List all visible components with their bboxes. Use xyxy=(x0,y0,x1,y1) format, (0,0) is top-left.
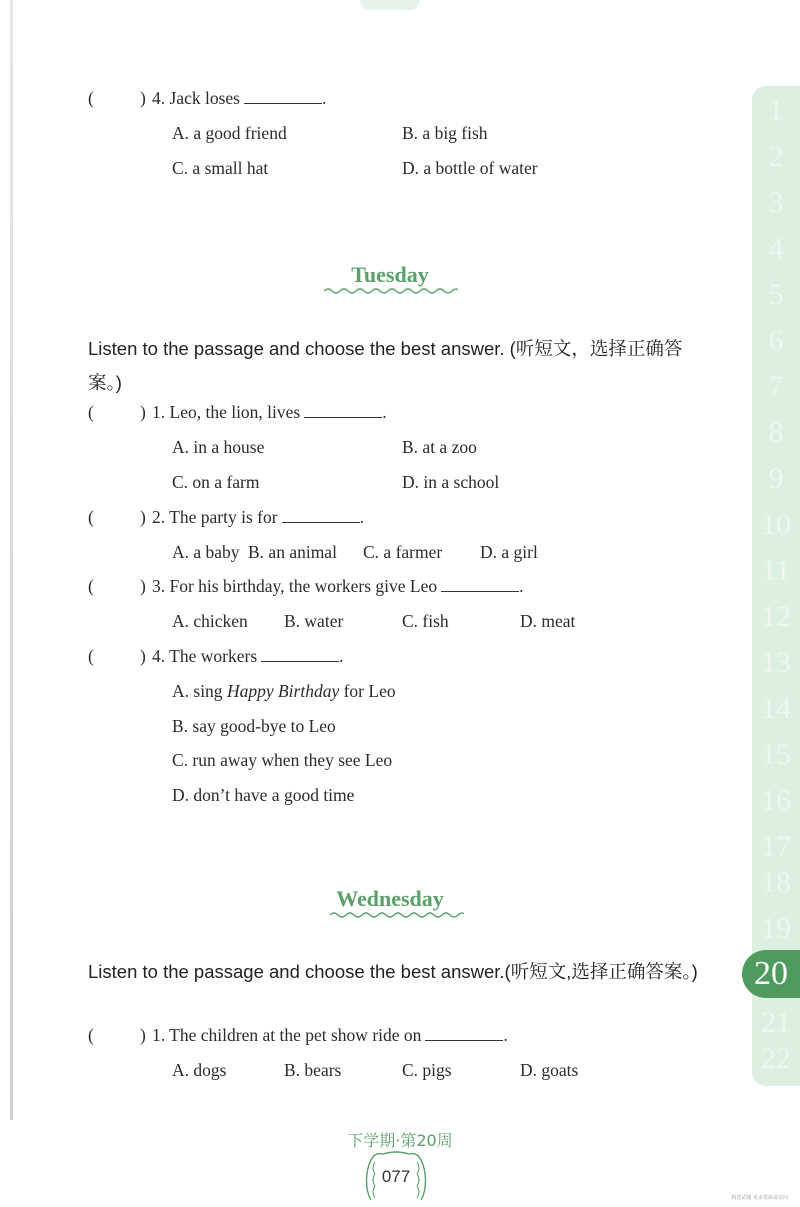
option: D. meat xyxy=(520,611,576,631)
option: A. dogs xyxy=(172,1060,227,1080)
question-top-4 xyxy=(152,88,326,109)
answer-blank[interactable] xyxy=(282,508,360,523)
option: B. water xyxy=(284,611,344,631)
question-text: 4. The workers xyxy=(152,646,258,666)
answer-paren-close: ) xyxy=(140,576,146,596)
option-prefix: A. sing xyxy=(172,681,227,701)
question-end: . xyxy=(321,88,327,108)
week-tab[interactable]: 13 xyxy=(761,646,791,679)
option: D. a bottle of water xyxy=(402,158,538,178)
question-end: . xyxy=(339,646,344,666)
week-tab[interactable]: 15 xyxy=(761,738,791,771)
wavy-underline-icon xyxy=(324,287,458,295)
option: C. on a farm xyxy=(172,472,260,492)
answer-blank[interactable] xyxy=(261,647,339,662)
week-tab[interactable]: 22 xyxy=(761,1042,791,1075)
answer-paren-close: ) xyxy=(140,507,146,527)
answer-paren-open: ( xyxy=(88,1025,94,1045)
question-wed-1 xyxy=(152,1025,508,1046)
section-heading-tuesday: Tuesday xyxy=(351,262,429,287)
answer-paren-open: ( xyxy=(88,402,94,422)
option: A. a baby xyxy=(172,542,240,562)
option: B. at a zoo xyxy=(402,437,477,457)
week-tab[interactable]: 14 xyxy=(761,692,791,725)
week-tab[interactable]: 17 xyxy=(761,830,791,863)
week-tab[interactable]: 2 xyxy=(768,140,784,173)
page-number: 077 xyxy=(381,1167,411,1186)
week-tab[interactable]: 21 xyxy=(761,1006,791,1039)
option: D. don’t have a good time xyxy=(172,785,355,805)
wavy-underline-icon xyxy=(330,911,464,919)
option: B. say good-bye to Leo xyxy=(172,716,336,736)
week-tab[interactable]: 9 xyxy=(768,462,784,495)
week-tab[interactable]: 1 xyxy=(768,94,784,127)
answer-blank[interactable] xyxy=(244,89,322,104)
answer-paren-close: ) xyxy=(140,88,146,108)
answer-blank[interactable] xyxy=(441,577,519,592)
week-tab[interactable]: 16 xyxy=(761,784,791,817)
option: B. bears xyxy=(284,1060,342,1080)
question-end: . xyxy=(519,576,524,596)
question-tue-1 xyxy=(152,402,387,423)
option-suffix: for Leo xyxy=(339,681,396,701)
week-tab[interactable]: 3 xyxy=(768,186,784,219)
answer-paren-open: ( xyxy=(88,88,94,108)
option: A. chicken xyxy=(172,611,248,631)
week-tab[interactable]: 8 xyxy=(768,416,784,449)
option: D. in a school xyxy=(402,472,500,492)
question-end: . xyxy=(503,1025,508,1045)
answer-paren-open: ( xyxy=(88,646,94,666)
question-text: 4. Jack loses xyxy=(152,88,240,108)
section-heading-wednesday: Wednesday xyxy=(336,886,444,911)
week-tab[interactable]: 10 xyxy=(761,508,791,541)
answer-paren-close: ) xyxy=(140,1025,146,1045)
option: C. a small hat xyxy=(172,158,269,178)
question-tue-4 xyxy=(152,646,344,667)
option: B. a big fish xyxy=(402,123,488,143)
week-tab[interactable]: 18 xyxy=(761,866,791,899)
option: A. in a house xyxy=(172,437,265,457)
option: C. run away when they see Leo xyxy=(172,750,393,770)
answer-paren-open: ( xyxy=(88,507,94,527)
question-end: . xyxy=(382,402,387,422)
week-tab[interactable]: 11 xyxy=(761,554,791,587)
week-tab-active[interactable]: 20 xyxy=(742,950,800,998)
question-text: 3. For his birthday, the workers give Leo xyxy=(152,576,438,596)
answer-paren-close: ) xyxy=(140,402,146,422)
question-tue-2 xyxy=(152,507,364,528)
song-title: Happy Birthday xyxy=(226,681,340,701)
week-tab[interactable]: 19 xyxy=(761,912,791,945)
week-tab[interactable]: 12 xyxy=(761,600,791,633)
corner-note: 精选试题 更多资源请访问 xyxy=(731,1195,788,1201)
week-tab[interactable]: 6 xyxy=(768,324,784,357)
question-end: . xyxy=(359,507,364,527)
question-text: 1. Leo, the lion, lives xyxy=(152,402,301,422)
question-tue-3 xyxy=(152,576,524,597)
week-tab[interactable]: 7 xyxy=(768,370,784,403)
instruction-tuesday: Listen to the passage and choose the best answer. (听短文，选择正确答案。) xyxy=(88,338,683,393)
answer-paren-open: ( xyxy=(88,576,94,596)
answer-paren-close: ) xyxy=(140,646,146,666)
answer-blank[interactable] xyxy=(425,1026,503,1041)
option: B. an animal xyxy=(248,542,337,562)
question-text: 2. The party is for xyxy=(152,507,278,527)
instruction-wednesday: Listen to the passage and choose the best answer.(听短文,选择正确答案。) xyxy=(88,961,698,982)
question-text: 1. The children at the pet show ride on xyxy=(152,1025,422,1045)
option: A. a good friend xyxy=(172,123,287,143)
footer-title: 下学期·第20周 xyxy=(347,1131,453,1150)
page-edge xyxy=(10,0,13,1120)
option: D. a girl xyxy=(480,542,538,562)
answer-blank[interactable] xyxy=(304,403,382,418)
option: C. pigs xyxy=(402,1060,452,1080)
option: D. goats xyxy=(520,1060,579,1080)
week-tab[interactable]: 4 xyxy=(768,232,784,265)
option: C. a farmer xyxy=(363,542,443,562)
top-decoration xyxy=(360,0,420,10)
week-tab[interactable]: 5 xyxy=(768,278,784,311)
option xyxy=(172,681,396,702)
option: C. fish xyxy=(402,611,449,631)
